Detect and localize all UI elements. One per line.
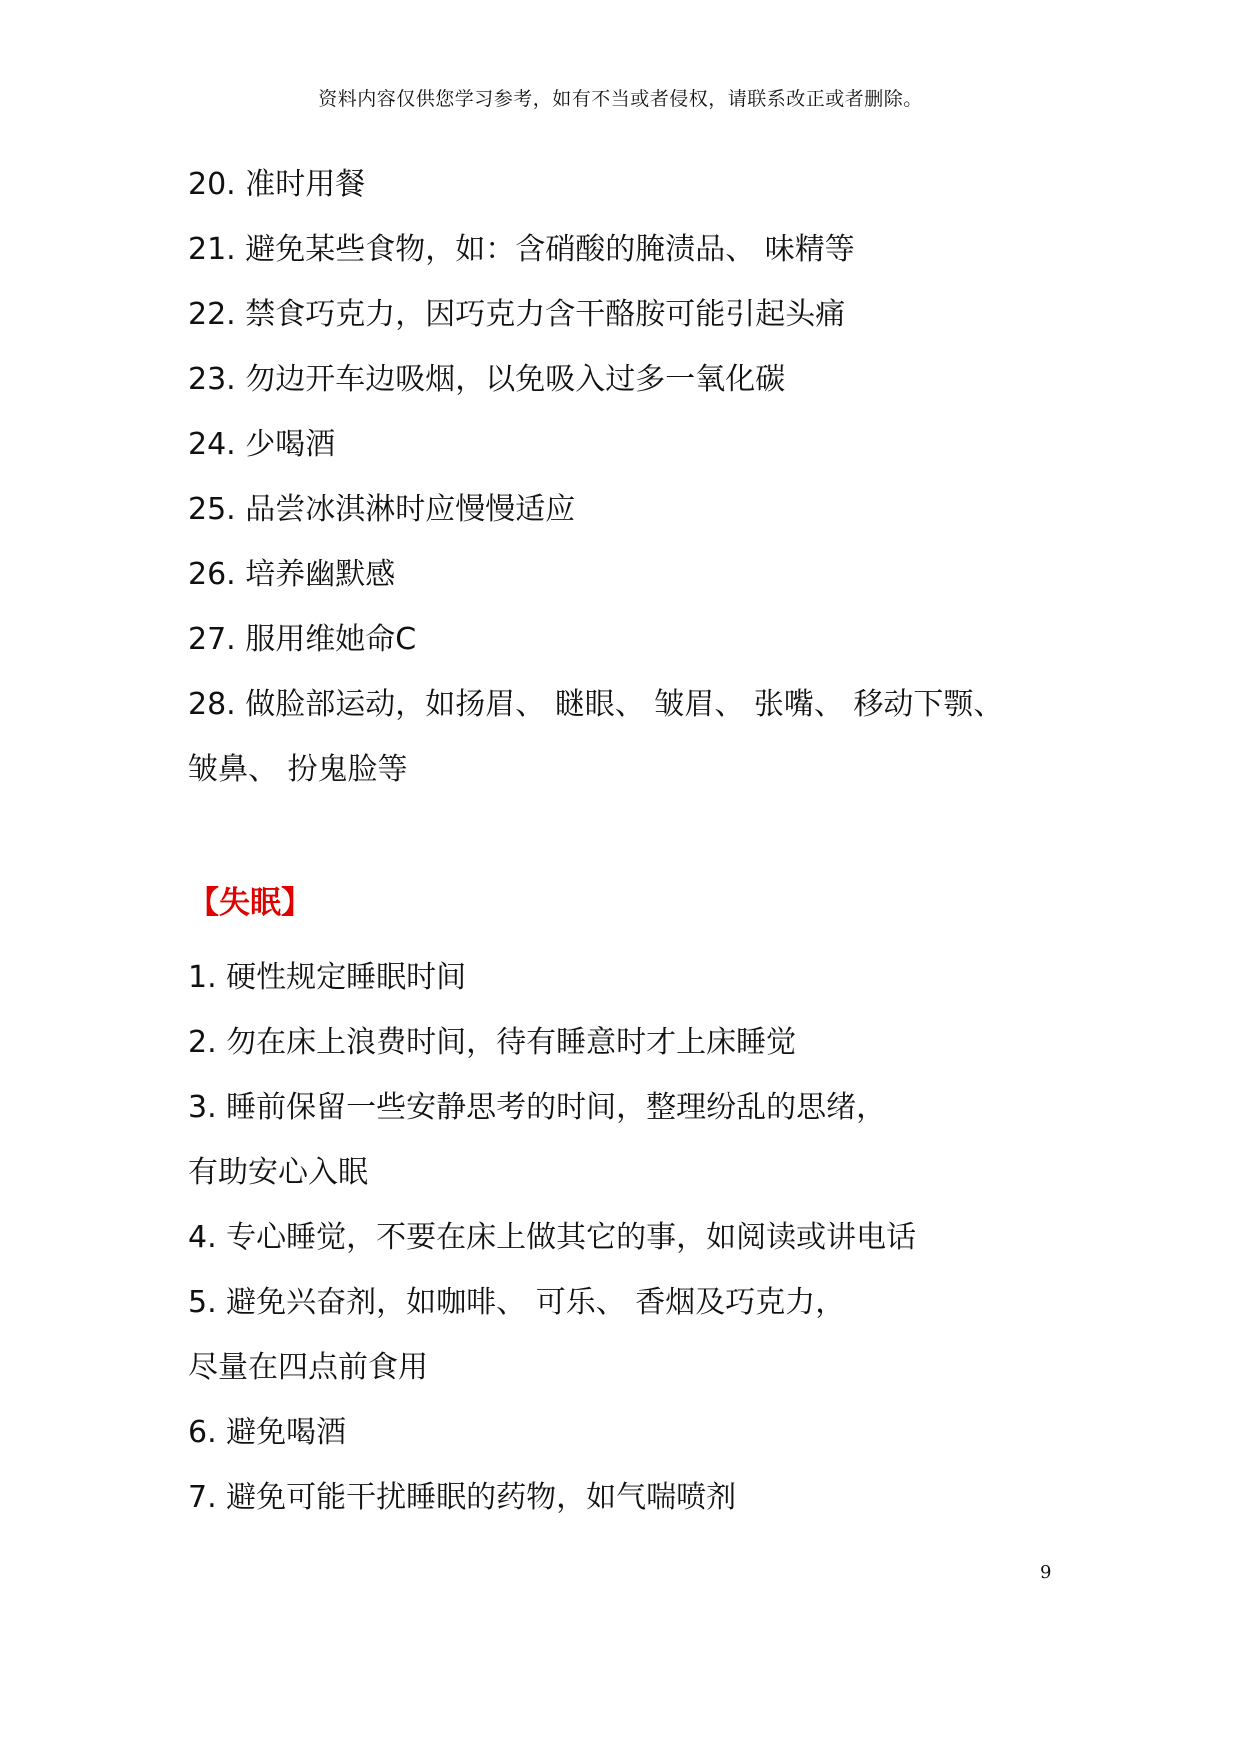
list-item: 3. 睡前保留一些安静思考的时间，整理纷乱的思绪， [188,1090,887,1125]
list-item: 24. 少喝酒 [188,427,336,462]
list-item: 23. 勿边开车边吸烟，以免吸入过多一氧化碳 [188,362,786,397]
list-item: 21. 避免某些食物，如：含硝酸的腌渍品、 味精等 [188,232,855,267]
headache-tips-list [188,152,1068,802]
list-item-continuation: 皱鼻、 扮鬼脸等 [188,752,408,787]
header-disclaimer: 资料内容仅供您学习参考，如有不当或者侵权，请联系改正或者删除。 [318,88,923,110]
list-item: 7. 避免可能干扰睡眠的药物，如气喘喷剂 [188,1480,737,1515]
list-item: 26. 培养幽默感 [188,557,396,592]
list-item: 20. 准时用餐 [188,167,366,202]
list-item-continuation: 有助安心入眠 [188,1155,368,1190]
list-item: 22. 禁食巧克力，因巧克力含干酪胺可能引起头痛 [188,297,846,332]
list-item: 1. 硬性规定睡眠时间 [188,960,467,995]
list-item-continuation: 尽量在四点前食用 [188,1350,428,1385]
section-title-insomnia: 【失眠】 [188,885,312,921]
list-item: 5. 避免兴奋剂，如咖啡、 可乐、 香烟及巧克力， [188,1285,846,1320]
list-item: 28. 做脸部运动，如扬眉、 瞇眼、 皱眉、 张嘴、 移动下颚、 [188,687,1004,722]
insomnia-tips-list [188,945,1068,1530]
list-item: 6. 避免喝酒 [188,1415,347,1450]
list-item: 2. 勿在床上浪费时间，待有睡意时才上床睡觉 [188,1025,797,1060]
list-item: 25. 品尝冰淇淋时应慢慢适应 [188,492,576,527]
list-item: 4. 专心睡觉，不要在床上做其它的事，如阅读或讲电话 [188,1220,917,1255]
list-item: 27. 服用维她命C [188,622,417,657]
page-number: 9 [1040,1562,1052,1583]
